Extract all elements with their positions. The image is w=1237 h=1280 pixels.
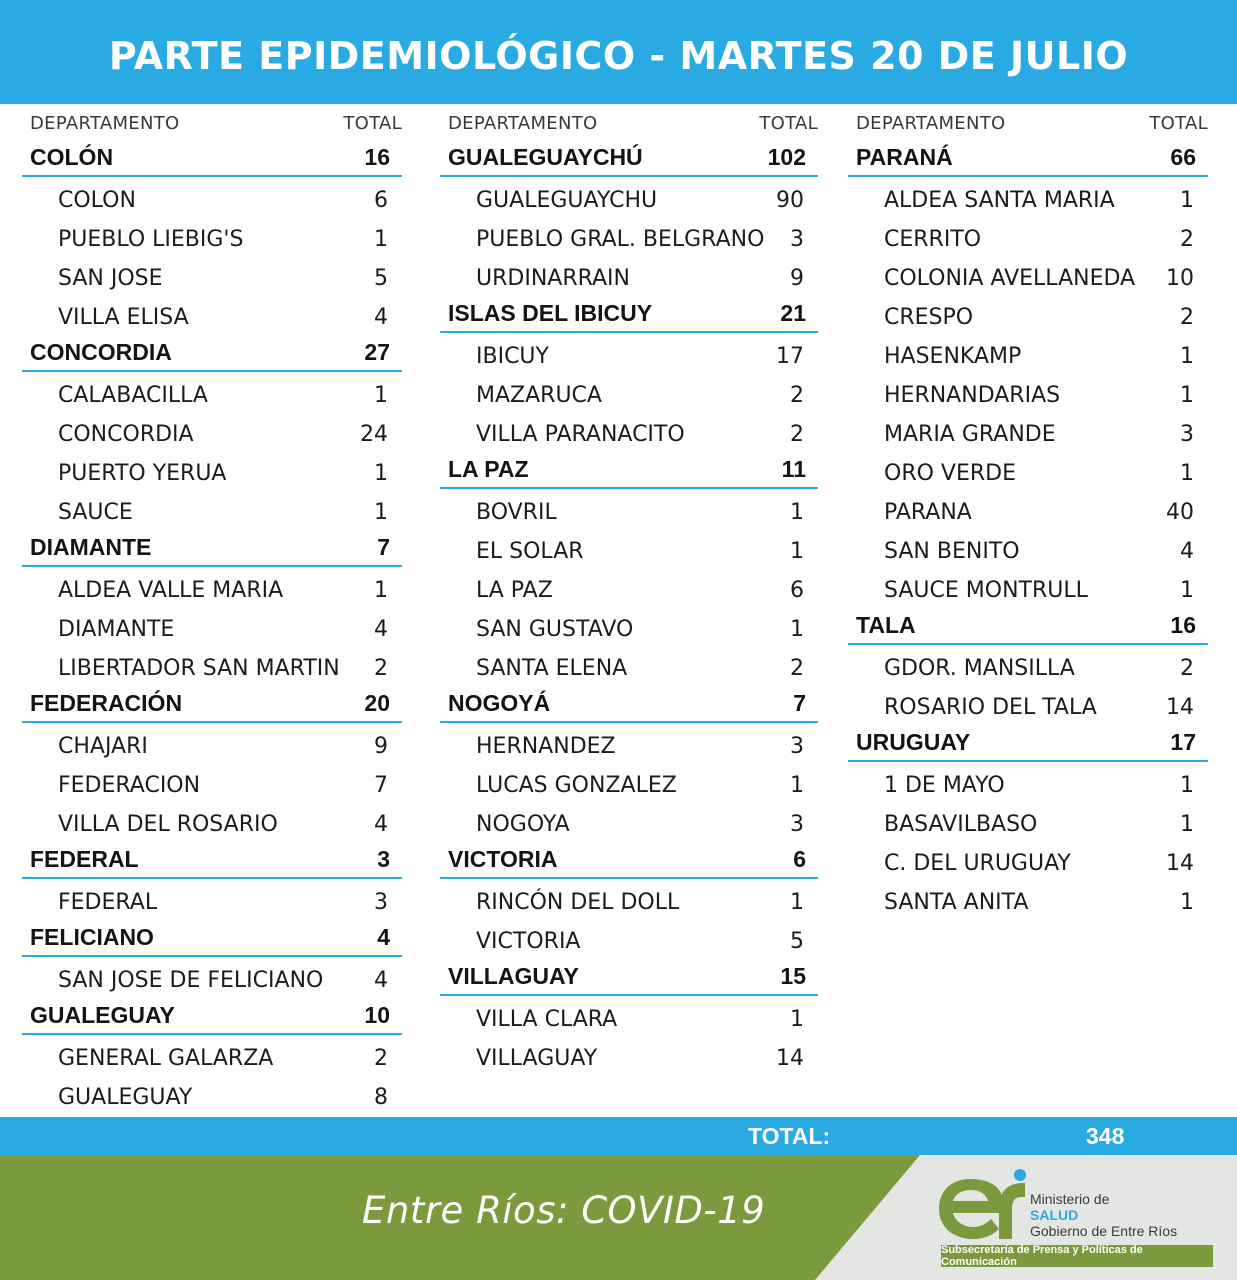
locality-name: CHAJARI bbox=[58, 734, 148, 759]
locality-row bbox=[22, 645, 402, 684]
locality-row bbox=[440, 1035, 818, 1074]
page-title: PARTE EPIDEMIOLÓGICO - MARTES 20 DE JULIO bbox=[108, 34, 1129, 78]
department-name: VILLAGUAY bbox=[448, 963, 579, 989]
department-total: 11 bbox=[781, 456, 806, 482]
department-total: 7 bbox=[377, 534, 390, 560]
locality-name: HERNANDEZ bbox=[476, 734, 616, 759]
locality-row bbox=[440, 879, 818, 918]
locality-value: 2 bbox=[374, 1046, 388, 1071]
department-total: 3 bbox=[377, 846, 390, 872]
department-total: 17 bbox=[1170, 729, 1196, 755]
locality-row bbox=[440, 528, 818, 567]
locality-name: BOVRIL bbox=[476, 500, 557, 525]
locality-name: VILLAGUAY bbox=[476, 1046, 598, 1071]
locality-value: 1 bbox=[374, 578, 388, 603]
locality-name: ORO VERDE bbox=[884, 461, 1016, 486]
locality-name: IBICUY bbox=[476, 344, 549, 369]
locality-row bbox=[848, 372, 1208, 411]
logo-strip: Subsecretaría de Prensa y Políticas de Comunicación bbox=[941, 1245, 1213, 1267]
locality-value: 24 bbox=[360, 422, 388, 447]
footer bbox=[0, 1155, 1237, 1280]
locality-name: C. DEL URUGUAY bbox=[884, 851, 1071, 876]
department-total: 16 bbox=[1170, 612, 1196, 638]
locality-row bbox=[440, 567, 818, 606]
column-header bbox=[22, 104, 402, 138]
department-name: CONCORDIA bbox=[30, 339, 172, 365]
locality-value: 3 bbox=[790, 227, 804, 252]
grand-total-label: TOTAL: bbox=[748, 1123, 831, 1149]
department-total: 20 bbox=[364, 690, 390, 716]
department-name: COLÓN bbox=[30, 144, 114, 170]
locality-value: 2 bbox=[374, 656, 388, 681]
locality-row bbox=[22, 957, 402, 996]
department-name: GUALEGUAY bbox=[30, 1002, 175, 1028]
department-total: 16 bbox=[364, 144, 390, 170]
department-row bbox=[22, 918, 402, 957]
locality-name: MARIA GRANDE bbox=[884, 422, 1056, 447]
locality-row bbox=[22, 723, 402, 762]
locality-value: 14 bbox=[1166, 695, 1194, 720]
locality-value: 1 bbox=[1180, 578, 1194, 603]
locality-value: 5 bbox=[374, 266, 388, 291]
locality-name: VILLA CLARA bbox=[476, 1007, 618, 1032]
department-name: VICTORIA bbox=[448, 846, 558, 872]
locality-value: 4 bbox=[374, 968, 388, 993]
locality-value: 1 bbox=[790, 1007, 804, 1032]
locality-name: CERRITO bbox=[884, 227, 982, 252]
locality-row bbox=[440, 762, 818, 801]
locality-name: PARANA bbox=[884, 500, 972, 525]
locality-value: 17 bbox=[776, 344, 804, 369]
locality-name: ALDEA SANTA MARIA bbox=[884, 188, 1115, 213]
locality-value: 14 bbox=[776, 1046, 804, 1071]
locality-row bbox=[22, 1074, 402, 1113]
locality-row bbox=[440, 411, 818, 450]
department-row bbox=[22, 996, 402, 1035]
header-total: TOTAL bbox=[1149, 113, 1208, 134]
locality-name: SAN JOSE bbox=[58, 266, 163, 291]
locality-name: SAUCE bbox=[58, 500, 133, 525]
locality-value: 1 bbox=[1180, 344, 1194, 369]
header-banner bbox=[0, 0, 1237, 104]
department-row bbox=[440, 957, 818, 996]
header-department: DEPARTAMENTO bbox=[448, 113, 598, 134]
department-name: FELICIANO bbox=[30, 924, 154, 950]
locality-name: SAN JOSE DE FELICIANO bbox=[58, 968, 324, 993]
locality-name: DIAMANTE bbox=[58, 617, 175, 642]
locality-name: 1 DE MAYO bbox=[884, 773, 1005, 798]
locality-name: PUERTO YERUA bbox=[58, 461, 227, 486]
ministry-logo bbox=[935, 1167, 1225, 1277]
locality-row bbox=[848, 762, 1208, 801]
locality-row bbox=[22, 216, 402, 255]
locality-value: 4 bbox=[374, 812, 388, 837]
locality-row bbox=[440, 177, 818, 216]
locality-name: COLONIA AVELLANEDA bbox=[884, 266, 1136, 291]
department-total: 10 bbox=[364, 1002, 390, 1028]
department-name: DIAMANTE bbox=[30, 534, 152, 560]
locality-row bbox=[440, 489, 818, 528]
locality-row bbox=[22, 372, 402, 411]
column-3 bbox=[848, 104, 1208, 918]
locality-row bbox=[440, 918, 818, 957]
locality-name: EL SOLAR bbox=[476, 539, 584, 564]
department-name: NOGOYÁ bbox=[448, 690, 551, 716]
department-row bbox=[440, 138, 818, 177]
locality-row bbox=[440, 723, 818, 762]
department-total: 6 bbox=[793, 846, 806, 872]
footer-subtitle: Entre Ríos: COVID-19 bbox=[362, 1189, 766, 1232]
logo-text bbox=[1030, 1191, 1177, 1239]
department-total: 27 bbox=[364, 339, 390, 365]
department-total: 15 bbox=[780, 963, 806, 989]
locality-value: 1 bbox=[1180, 461, 1194, 486]
locality-row bbox=[22, 801, 402, 840]
locality-value: 1 bbox=[1180, 890, 1194, 915]
department-row bbox=[440, 684, 818, 723]
department-total: 4 bbox=[377, 924, 390, 950]
logo-line-1: Ministerio de bbox=[1030, 1191, 1110, 1207]
locality-name: CRESPO bbox=[884, 305, 974, 330]
locality-row bbox=[440, 996, 818, 1035]
locality-value: 9 bbox=[374, 734, 388, 759]
header-total: TOTAL bbox=[759, 113, 818, 134]
locality-name: SANTA ANITA bbox=[884, 890, 1029, 915]
locality-row bbox=[848, 333, 1208, 372]
locality-name: LIBERTADOR SAN MARTIN bbox=[58, 656, 340, 681]
locality-name: VILLA ELISA bbox=[58, 305, 189, 330]
locality-row bbox=[848, 294, 1208, 333]
locality-row bbox=[22, 411, 402, 450]
locality-name: FEDERAL bbox=[58, 890, 158, 915]
department-name: URUGUAY bbox=[856, 729, 971, 755]
locality-value: 14 bbox=[1166, 851, 1194, 876]
locality-value: 6 bbox=[790, 578, 804, 603]
locality-row bbox=[440, 255, 818, 294]
locality-name: HASENKAMP bbox=[884, 344, 1022, 369]
locality-row bbox=[848, 411, 1208, 450]
locality-row bbox=[22, 606, 402, 645]
locality-row bbox=[848, 840, 1208, 879]
locality-value: 3 bbox=[1180, 422, 1194, 447]
locality-value: 3 bbox=[790, 734, 804, 759]
department-row bbox=[22, 684, 402, 723]
locality-name: VILLA DEL ROSARIO bbox=[58, 812, 278, 837]
locality-name: RINCÓN DEL DOLL bbox=[476, 890, 680, 915]
locality-name: SANTA ELENA bbox=[476, 656, 628, 681]
department-row bbox=[848, 606, 1208, 645]
department-row bbox=[440, 840, 818, 879]
locality-value: 9 bbox=[790, 266, 804, 291]
locality-row bbox=[848, 645, 1208, 684]
grand-total-bar bbox=[0, 1117, 1237, 1155]
locality-name: FEDERACION bbox=[58, 773, 201, 798]
department-row bbox=[22, 138, 402, 177]
locality-value: 2 bbox=[1180, 656, 1194, 681]
locality-value: 2 bbox=[790, 383, 804, 408]
locality-name: PUEBLO GRAL. BELGRANO bbox=[476, 227, 765, 252]
locality-row bbox=[440, 645, 818, 684]
locality-value: 4 bbox=[1180, 539, 1194, 564]
locality-name: GENERAL GALARZA bbox=[58, 1046, 274, 1071]
locality-value: 6 bbox=[374, 188, 388, 213]
locality-value: 40 bbox=[1166, 500, 1194, 525]
locality-value: 2 bbox=[790, 422, 804, 447]
department-name: LA PAZ bbox=[448, 456, 529, 482]
department-row bbox=[440, 294, 818, 333]
department-name: PARANÁ bbox=[856, 144, 953, 170]
department-name: ISLAS DEL IBICUY bbox=[448, 300, 653, 326]
locality-value: 4 bbox=[374, 617, 388, 642]
logo-line-2: SALUD bbox=[1030, 1207, 1079, 1223]
locality-row bbox=[848, 450, 1208, 489]
locality-value: 7 bbox=[374, 773, 388, 798]
locality-row bbox=[848, 684, 1208, 723]
department-total: 7 bbox=[793, 690, 806, 716]
locality-name: SAN GUSTAVO bbox=[476, 617, 634, 642]
locality-row bbox=[848, 489, 1208, 528]
locality-value: 1 bbox=[790, 890, 804, 915]
locality-row bbox=[22, 450, 402, 489]
locality-row bbox=[848, 879, 1208, 918]
locality-value: 3 bbox=[790, 812, 804, 837]
locality-row bbox=[22, 879, 402, 918]
locality-value: 10 bbox=[1166, 266, 1194, 291]
department-name: TALA bbox=[856, 612, 916, 638]
locality-name: PUEBLO LIEBIG'S bbox=[58, 227, 244, 252]
department-name: FEDERAL bbox=[30, 846, 139, 872]
locality-value: 1 bbox=[790, 500, 804, 525]
department-row bbox=[848, 138, 1208, 177]
locality-value: 1 bbox=[1180, 812, 1194, 837]
locality-name: GUALEGUAY bbox=[58, 1085, 193, 1110]
department-name: FEDERACIÓN bbox=[30, 690, 183, 716]
locality-row bbox=[848, 216, 1208, 255]
locality-value: 90 bbox=[776, 188, 804, 213]
department-row bbox=[22, 528, 402, 567]
locality-name: LUCAS GONZALEZ bbox=[476, 773, 677, 798]
locality-name: MAZARUCA bbox=[476, 383, 602, 408]
locality-value: 1 bbox=[790, 617, 804, 642]
locality-value: 1 bbox=[374, 461, 388, 486]
locality-name: ALDEA VALLE MARIA bbox=[58, 578, 284, 603]
column-1 bbox=[22, 104, 402, 1113]
locality-row bbox=[22, 489, 402, 528]
locality-name: NOGOYA bbox=[476, 812, 570, 837]
locality-row bbox=[848, 177, 1208, 216]
department-name: GUALEGUAYCHÚ bbox=[448, 144, 643, 170]
department-row bbox=[22, 333, 402, 372]
locality-row bbox=[440, 606, 818, 645]
locality-row bbox=[22, 567, 402, 606]
locality-row bbox=[440, 333, 818, 372]
locality-row bbox=[440, 216, 818, 255]
locality-row bbox=[22, 177, 402, 216]
locality-value: 2 bbox=[1180, 227, 1194, 252]
locality-value: 3 bbox=[374, 890, 388, 915]
header-total: TOTAL bbox=[343, 113, 402, 134]
department-total: 21 bbox=[780, 300, 806, 326]
department-total: 66 bbox=[1170, 144, 1196, 170]
locality-name: BASAVILBASO bbox=[884, 812, 1038, 837]
locality-row bbox=[848, 567, 1208, 606]
locality-name: ROSARIO DEL TALA bbox=[884, 695, 1097, 720]
locality-row bbox=[848, 801, 1208, 840]
locality-row bbox=[22, 294, 402, 333]
locality-value: 1 bbox=[374, 227, 388, 252]
locality-row bbox=[22, 762, 402, 801]
locality-name: HERNANDARIAS bbox=[884, 383, 1061, 408]
locality-row bbox=[848, 528, 1208, 567]
locality-value: 2 bbox=[790, 656, 804, 681]
department-total: 102 bbox=[767, 144, 806, 170]
department-row bbox=[440, 450, 818, 489]
locality-name: SAN BENITO bbox=[884, 539, 1020, 564]
logo-line-3: Gobierno de Entre Ríos bbox=[1030, 1223, 1178, 1239]
locality-value: 1 bbox=[374, 500, 388, 525]
locality-name: GDOR. MANSILLA bbox=[884, 656, 1075, 681]
locality-name: VICTORIA bbox=[476, 929, 581, 954]
header-department: DEPARTAMENTO bbox=[856, 113, 1006, 134]
locality-value: 1 bbox=[790, 773, 804, 798]
locality-row bbox=[22, 1035, 402, 1074]
locality-name: LA PAZ bbox=[476, 578, 553, 603]
locality-value: 8 bbox=[374, 1085, 388, 1110]
locality-name: CONCORDIA bbox=[58, 422, 194, 447]
locality-name: URDINARRAIN bbox=[476, 266, 630, 291]
locality-value: 1 bbox=[790, 539, 804, 564]
locality-value: 4 bbox=[374, 305, 388, 330]
locality-value: 1 bbox=[1180, 773, 1194, 798]
column-header bbox=[440, 104, 818, 138]
header-department: DEPARTAMENTO bbox=[30, 113, 180, 134]
locality-name: VILLA PARANACITO bbox=[476, 422, 685, 447]
locality-value: 1 bbox=[1180, 383, 1194, 408]
er-logo-icon bbox=[935, 1169, 1031, 1243]
locality-name: CALABACILLA bbox=[58, 383, 208, 408]
column-header bbox=[848, 104, 1208, 138]
locality-name: GUALEGUAYCHU bbox=[476, 188, 658, 213]
locality-row bbox=[440, 372, 818, 411]
department-row bbox=[22, 840, 402, 879]
locality-value: 2 bbox=[1180, 305, 1194, 330]
locality-row bbox=[22, 255, 402, 294]
locality-name: SAUCE MONTRULL bbox=[884, 578, 1088, 603]
locality-value: 1 bbox=[374, 383, 388, 408]
locality-value: 1 bbox=[1180, 188, 1194, 213]
locality-row bbox=[440, 801, 818, 840]
locality-value: 5 bbox=[790, 929, 804, 954]
department-row bbox=[848, 723, 1208, 762]
column-2 bbox=[440, 104, 818, 1074]
locality-row bbox=[848, 255, 1208, 294]
grand-total-value: 348 bbox=[1086, 1123, 1125, 1149]
locality-name: COLON bbox=[58, 188, 136, 213]
